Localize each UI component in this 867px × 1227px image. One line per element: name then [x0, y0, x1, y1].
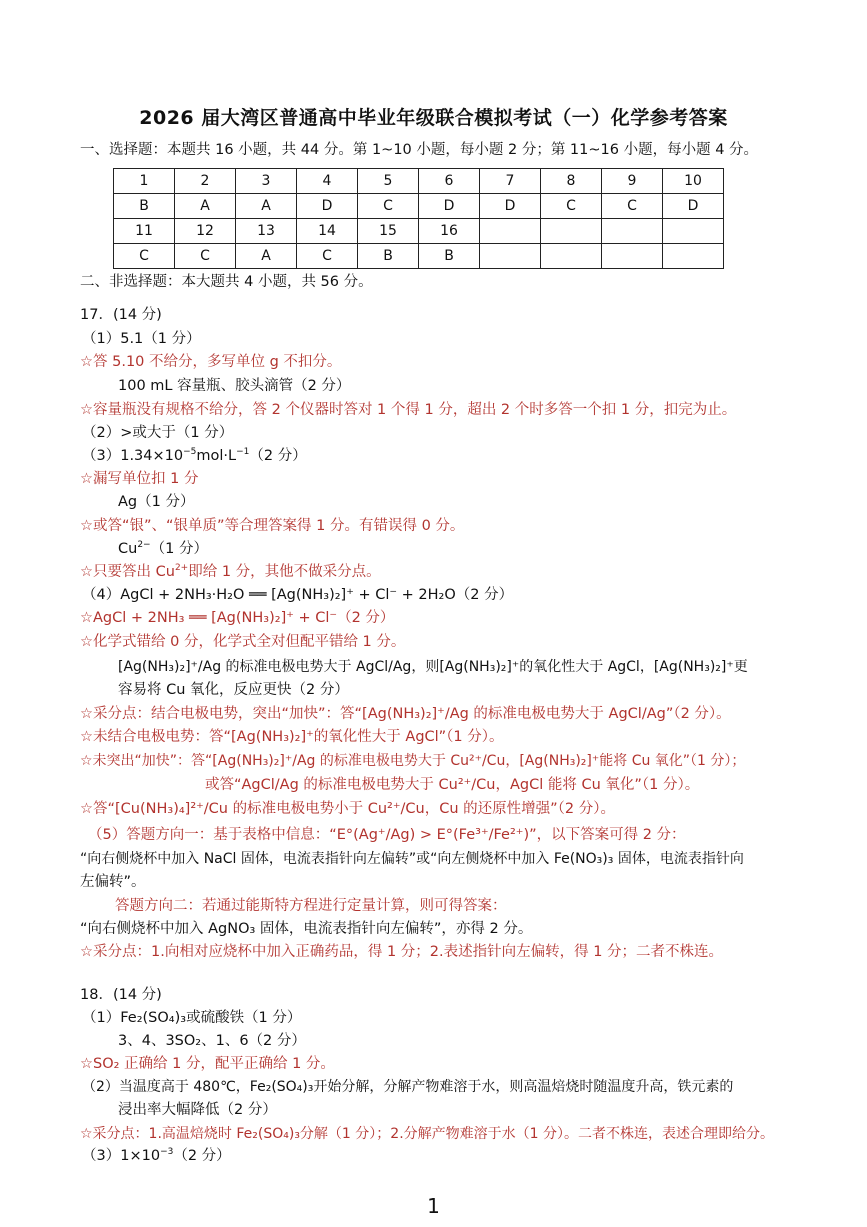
- table-row: [114, 244, 724, 269]
- table-cell: 13: [236, 219, 297, 244]
- superscript: 2−: [137, 540, 151, 551]
- grading-note: ☆漏写单位扣 1 分: [80, 471, 199, 487]
- table-cell: [602, 219, 663, 244]
- answer-line: （4）AgCl + 2NH₃·H₂O ══ [Ag(NH₃)₂]⁺ + Cl⁻ + 2H₂O（2 分）: [82, 587, 514, 603]
- answer-line: [82, 446, 307, 466]
- table-cell: B: [358, 244, 419, 269]
- superscript: −1: [236, 447, 250, 458]
- answer-line: [118, 539, 208, 559]
- table-cell: 1: [114, 169, 175, 194]
- grading-note: ☆AgCl + 2NH₃ ══ [Ag(NH₃)₂]⁺ + Cl⁻（2 分）: [80, 610, 395, 626]
- answer-table: [113, 168, 724, 269]
- table-cell: 15: [358, 219, 419, 244]
- table-cell: A: [236, 194, 297, 219]
- answer-line: Ag（1 分）: [118, 494, 195, 510]
- table-cell: 3: [236, 169, 297, 194]
- table-cell: 5: [358, 169, 419, 194]
- table-cell: 2: [175, 169, 236, 194]
- table-cell: D: [663, 194, 724, 219]
- table-cell: [541, 244, 602, 269]
- answer-text: Cu: [118, 541, 138, 557]
- grading-note: ☆SO₂ 正确给 1 分，配平正确给 1 分。: [80, 1056, 335, 1072]
- answer-line: 左偏转”。: [80, 874, 146, 890]
- table-cell: 6: [419, 169, 480, 194]
- answer-line: [Ag(NH₃)₂]⁺/Ag 的标准电极电势大于 AgCl/Ag，则[Ag(NH₃)₂]⁺的氧化性大于 AgCl，[Ag(NH₃)₂]⁺更: [118, 659, 748, 675]
- answer-line: （2）当温度高于 480℃，Fe₂(SO₄)₃开始分解，分解产物难溶于水，则高温焙烧时随温度升高，铁元素的: [82, 1079, 734, 1095]
- document-title: 2026 届大湾区普通高中毕业年级联合模拟考试（一）化学参考答案: [139, 107, 728, 129]
- answer-line: （5）答题方向一：基于表格中信息：“E°(Ag⁺/Ag) > E°(Fe³⁺/Fe²⁺)”，以下答案可得 2 分：: [88, 827, 686, 843]
- table-cell: C: [175, 244, 236, 269]
- note-text: ☆只要答出 Cu: [80, 564, 175, 580]
- question-17-heading: 17．(14 分): [80, 307, 162, 323]
- table-cell: C: [602, 194, 663, 219]
- grading-note: [80, 562, 381, 582]
- answer-line: 容易将 Cu 氧化，反应更快（2 分）: [118, 682, 349, 698]
- table-cell: 12: [175, 219, 236, 244]
- answer-line: 100 mL 容量瓶、胶头滴管（2 分）: [118, 378, 351, 394]
- answer-text: mol·L: [196, 448, 237, 464]
- section-two-heading: 二、非选择题：本大题共 4 小题，共 56 分。: [80, 274, 373, 290]
- table-cell: C: [541, 194, 602, 219]
- answer-text: （2 分）: [249, 448, 307, 464]
- table-cell: D: [480, 194, 541, 219]
- table-cell: 14: [297, 219, 358, 244]
- answer-text: （1 分）: [150, 541, 208, 557]
- answer-line: [82, 1146, 231, 1166]
- table-cell: 4: [297, 169, 358, 194]
- question-18-heading: 18．(14 分): [80, 987, 162, 1003]
- answer-text: （3）1×10: [82, 1148, 161, 1164]
- table-cell: A: [175, 194, 236, 219]
- answer-line: 答题方向二：若通过能斯特方程进行定量计算，则可得答案：: [115, 898, 507, 914]
- table-cell: [602, 244, 663, 269]
- table-cell: [541, 219, 602, 244]
- table-cell: C: [114, 244, 175, 269]
- table-cell: D: [419, 194, 480, 219]
- answer-line: “向右侧烧杯中加入 NaCl 固体，电流表指针向左偏转”或“向左侧烧杯中加入 Fe(NO₃)₃ 固体，电流表指针向: [80, 851, 744, 867]
- table-cell: [480, 244, 541, 269]
- answer-text: （3）1.34×10: [82, 448, 184, 464]
- table-cell: 16: [419, 219, 480, 244]
- answer-text: （2 分）: [173, 1148, 231, 1164]
- table-cell: A: [236, 244, 297, 269]
- table-cell: D: [297, 194, 358, 219]
- page-number: 1: [427, 1194, 440, 1218]
- answer-line: （1）5.1（1 分）: [82, 331, 201, 347]
- table-cell: 9: [602, 169, 663, 194]
- table-cell: 7: [480, 169, 541, 194]
- answer-line: （1）Fe₂(SO₄)₃或硫酸铁（1 分）: [82, 1010, 302, 1026]
- table-cell: C: [358, 194, 419, 219]
- grading-note: ☆采分点：结合电极电势，突出“加快”：答“[Ag(NH₃)₂]⁺/Ag 的标准电极电势大于 AgCl/Ag”（2 分）。: [80, 706, 731, 722]
- table-cell: 11: [114, 219, 175, 244]
- answer-line: （2）>或大于（1 分）: [82, 425, 234, 441]
- grading-note: 或答“AgCl/Ag 的标准电极电势大于 Cu²⁺/Cu，AgCl 能将 Cu 氧化”（1 分）。: [205, 777, 700, 793]
- answer-line: 浸出率大幅降低（2 分）: [118, 1102, 277, 1118]
- grading-note: ☆或答“银”、“银单质”等合理答案得 1 分。有错误得 0 分。: [80, 518, 465, 534]
- table-cell: B: [114, 194, 175, 219]
- answer-line: “向右侧烧杯中加入 AgNO₃ 固体，电流表指针向左偏转”，亦得 2 分。: [80, 921, 533, 937]
- table-row: [114, 194, 724, 219]
- superscript: −5: [183, 447, 197, 458]
- grading-note: ☆未结合电极电势：答“[Ag(NH₃)₂]⁺的氧化性大于 AgCl”（1 分）。: [80, 729, 504, 745]
- grading-note: ☆容量瓶没有规格不给分，答 2 个仪器时答对 1 个得 1 分，超出 2 个时多答一个扣 1 分，扣完为止。: [80, 402, 737, 418]
- table-cell: [663, 244, 724, 269]
- grading-note: ☆答 5.10 不给分，多写单位 g 不扣分。: [80, 354, 342, 370]
- superscript: −3: [160, 1147, 174, 1158]
- superscript: 2+: [174, 563, 189, 574]
- table-cell: [663, 219, 724, 244]
- section-one-heading: 一、选择题：本题共 16 小题，共 44 分。第 1~10 小题，每小题 2 分；第 11~16 小题，每小题 4 分。: [80, 142, 759, 158]
- grading-note: ☆采分点：1.高温焙烧时 Fe₂(SO₄)₃分解（1 分）；2.分解产物难溶于水（1 分）。二者不株连，表述合理即给分。: [80, 1126, 774, 1142]
- answer-line: 3、4、3SO₂、1、6（2 分）: [118, 1033, 306, 1049]
- table-row: [114, 169, 724, 194]
- note-text: 即给 1 分，其他不做采分点。: [188, 564, 381, 580]
- grading-note: ☆未突出“加快”：答“[Ag(NH₃)₂]⁺/Ag 的标准电极电势大于 Cu²⁺/Cu，[Ag(NH₃)₂]⁺能将 Cu 氧化”（1 分）；: [80, 753, 746, 769]
- table-cell: 10: [663, 169, 724, 194]
- grading-note: ☆化学式错给 0 分，化学式全对但配平错给 1 分。: [80, 634, 406, 650]
- table-cell: [480, 219, 541, 244]
- grading-note: ☆采分点：1.向相对应烧杯中加入正确药品，得 1 分；2.表述指针向左偏转，得 1 分；二者不株连。: [80, 944, 724, 960]
- table-cell: B: [419, 244, 480, 269]
- table-cell: C: [297, 244, 358, 269]
- grading-note: ☆答“[Cu(NH₃)₄]²⁺/Cu 的标准电极电势小于 Cu²⁺/Cu，Cu 的还原性增强”（2 分）。: [80, 801, 615, 817]
- table-cell: 8: [541, 169, 602, 194]
- table-row: [114, 219, 724, 244]
